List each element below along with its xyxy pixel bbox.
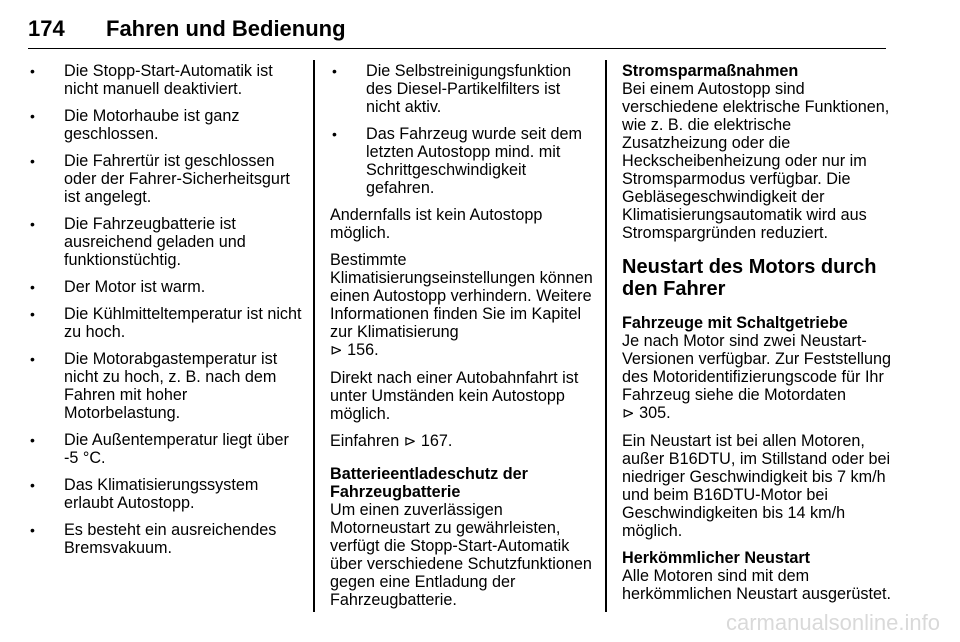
bullet-icon: • bbox=[30, 351, 35, 367]
paragraph-text: Je nach Motor sind zwei Neustart-Versionen verfügbar. Zur Feststellung des Motoridentifizierungscode für Ihr Fahrzeug siehe die Motordaten bbox=[622, 332, 892, 404]
page-ref-arrow-icon: ⊳ bbox=[622, 405, 635, 422]
list-item bbox=[28, 350, 304, 422]
paragraph: Direkt nach einer Autobahnfahrt ist unter Umständen kein Autostopp möglich. bbox=[330, 369, 579, 423]
watermark: carmanualsonline.info bbox=[725, 610, 940, 635]
list-item-text: Die Motorabgastemperatur ist nicht zu hoch, z. B. nach dem Fahren mit hoher Motorbelastung. bbox=[64, 350, 278, 422]
subheading: Herkömmlicher Neustart bbox=[622, 549, 811, 567]
paragraph: Bei einem Autostopp sind verschiedene elektrische Funktionen, wie z. B. die elektrische Zusatzheizung oder die Heckscheibenheizung oder nur im Stromsparmodus verfügbar. Die Gebläsegeschwindigkeit der Klimatisierungsautomatik wird aus Stromspargründen reduziert. bbox=[622, 80, 890, 242]
list-item-text: Das Fahrzeug wurde seit dem letzten Autostopp mind. mit Schrittgeschwindigkeit gefahren. bbox=[366, 125, 582, 197]
list-item-text: Die Kühlmitteltemperatur ist nicht zu hoch. bbox=[64, 305, 302, 341]
list-item bbox=[28, 278, 304, 296]
page-number: 174 bbox=[28, 16, 65, 41]
condition-list bbox=[28, 62, 304, 557]
list-item-text: Der Motor ist warm. bbox=[64, 278, 206, 296]
list-item bbox=[28, 62, 304, 98]
subheading: Fahrzeuge mit Schaltgetriebe bbox=[622, 314, 848, 332]
subheading: Batterieentladeschutz der Fahrzeugbatterie bbox=[330, 465, 528, 501]
list-item-text: Die Fahrertür ist geschlossen oder der Fahrer-Sicherheitsgurt ist angelegt. bbox=[64, 152, 290, 206]
paragraph: Andernfalls ist kein Autostopp möglich. bbox=[330, 206, 543, 242]
page-ref-arrow-icon: ⊳ bbox=[403, 433, 417, 450]
page-reference-link[interactable]: 156. bbox=[347, 341, 379, 359]
paragraph: Um einen zuverlässigen Motorneustart zu gewährleisten, verfügt die Stopp-Start-Automatik über verschiedene Schutzfunktionen gegen eine Entladung der Fahrzeugbatterie. bbox=[330, 501, 592, 609]
column-right bbox=[622, 62, 892, 612]
bullet-icon: • bbox=[332, 63, 337, 79]
list-item bbox=[28, 107, 304, 143]
bullet-icon: • bbox=[30, 522, 35, 538]
page-reference-link[interactable]: 305. bbox=[639, 404, 671, 422]
list-item-text: Es besteht ein ausreichendes Bremsvakuum. bbox=[64, 521, 277, 557]
list-item-text: Die Selbstreinigungsfunktion des Diesel-Partikelfilters ist nicht aktiv. bbox=[366, 62, 572, 116]
paragraph-text: Bestimmte Klimatisierungseinstellungen können einen Autostopp verhindern. Weitere Informationen finden Sie im Kapitel zur Klimatisierung bbox=[330, 251, 593, 341]
list-item bbox=[330, 62, 594, 116]
list-item bbox=[28, 215, 304, 269]
paragraph bbox=[330, 432, 594, 451]
list-item-text: Die Außentemperatur liegt über -5 °C. bbox=[64, 431, 289, 467]
list-item bbox=[28, 152, 304, 206]
paragraph bbox=[622, 332, 892, 423]
list-item bbox=[28, 521, 304, 557]
list-item-text: Die Fahrzeugbatterie ist ausreichend geladen und funktionstüchtig. bbox=[64, 215, 246, 269]
paragraph-text: Einfahren bbox=[330, 432, 400, 450]
subheading: Stromsparmaßnahmen bbox=[622, 62, 799, 80]
column-divider bbox=[313, 60, 315, 612]
column-divider bbox=[605, 60, 607, 612]
page-header bbox=[28, 14, 886, 49]
list-item bbox=[330, 125, 594, 197]
list-item-text: Die Motorhaube ist ganz geschlossen. bbox=[64, 107, 240, 143]
list-item-text: Die Stopp-Start-Automatik ist nicht manuell deaktiviert. bbox=[64, 62, 273, 98]
column-middle bbox=[330, 62, 594, 618]
page-reference-link[interactable]: 167. bbox=[420, 432, 453, 450]
list-item bbox=[28, 476, 304, 512]
list-item bbox=[28, 305, 304, 341]
bullet-icon: • bbox=[30, 279, 35, 295]
bullet-icon: • bbox=[30, 153, 35, 169]
paragraph: Alle Motoren sind mit dem herkömmlichen Neustart ausgerüstet. bbox=[622, 567, 892, 603]
condition-list bbox=[330, 62, 594, 197]
chapter-title: Fahren und Bedienung bbox=[106, 16, 346, 41]
bullet-icon: • bbox=[30, 306, 35, 322]
paragraph: Ein Neustart ist bei allen Motoren, außer B16DTU, im Stillstand oder bei niedriger Geschwindigkeit bis 7 km/h und beim B16DTU-Motor bei Geschwindigkeiten bis 14 km/h möglich. bbox=[622, 432, 891, 540]
list-item-text: Das Klimatisierungssystem erlaubt Autostopp. bbox=[64, 476, 259, 512]
bullet-icon: • bbox=[30, 432, 35, 448]
bullet-icon: • bbox=[30, 477, 35, 493]
page-ref-arrow-icon: ⊳ bbox=[330, 342, 343, 359]
bullet-icon: • bbox=[30, 63, 35, 79]
column-left bbox=[28, 62, 304, 566]
bullet-icon: • bbox=[30, 216, 35, 232]
bullet-icon: • bbox=[332, 126, 337, 142]
bullet-icon: • bbox=[30, 108, 35, 124]
section-heading: Neustart des Motors durch den Fahrer bbox=[622, 256, 877, 300]
paragraph bbox=[330, 251, 594, 360]
list-item bbox=[28, 431, 304, 467]
